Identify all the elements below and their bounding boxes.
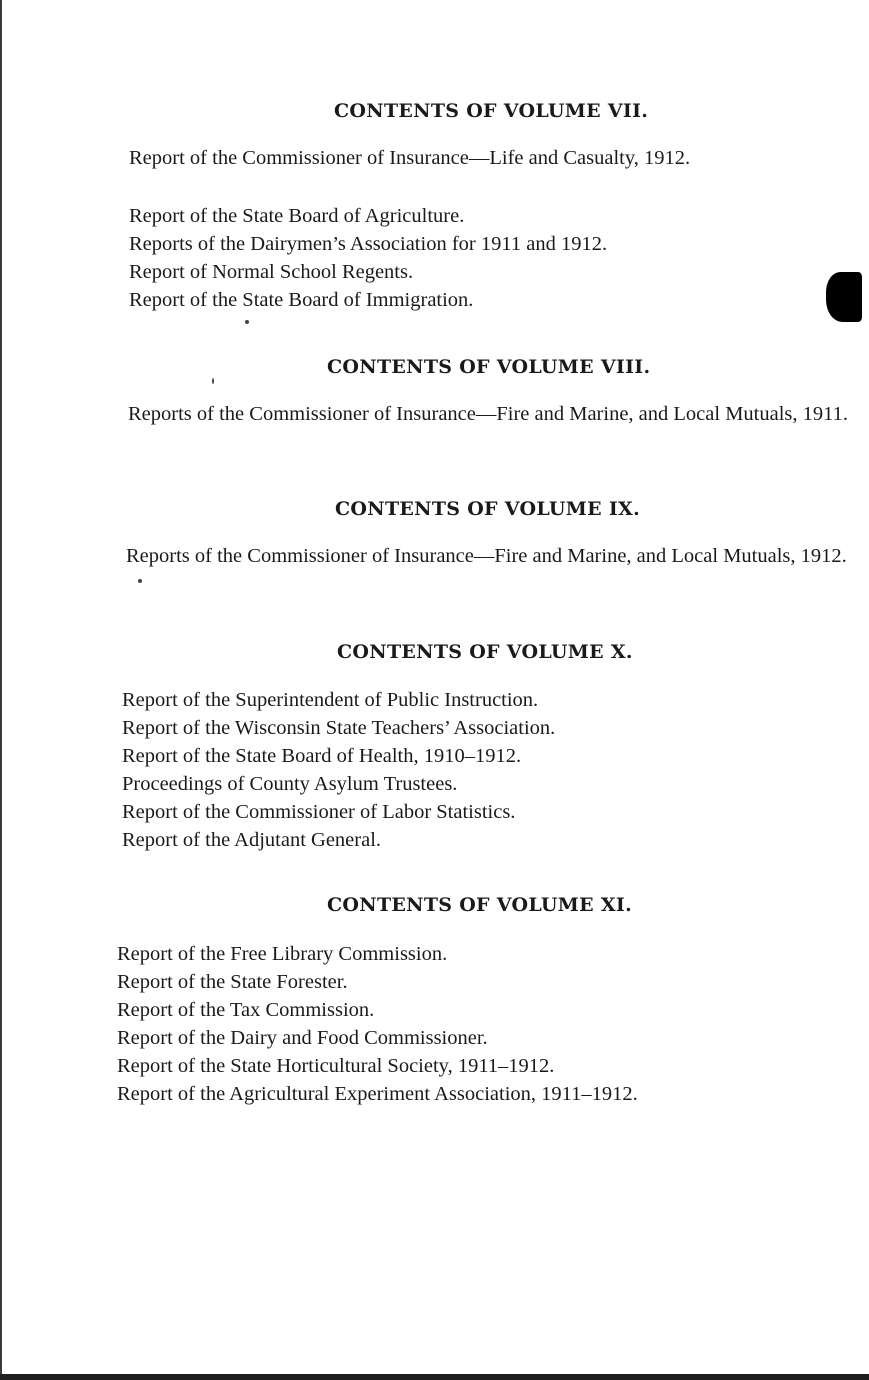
volume-x-entry: Report of the Commissioner of Labor Statistics. xyxy=(122,801,516,823)
volume-vii-entry: Reports of the Dairymen’s Association for 1911 and 1912. xyxy=(129,233,608,255)
volume-xi-entry: Report of the Free Library Commission. xyxy=(117,943,448,965)
volume-xi-entry: Report of the Dairy and Food Commissioner. xyxy=(117,1027,488,1049)
page-edge-left xyxy=(0,0,2,1380)
volume-xi-entry: Report of the State Horticultural Society, 1911–1912. xyxy=(117,1055,555,1077)
speck-mark xyxy=(138,579,142,583)
volume-x-entry: Report of the Superintendent of Public Instruction. xyxy=(122,689,539,711)
volume-vii-entry: Report of the State Board of Immigration. xyxy=(129,289,474,311)
volume-xi-heading: CONTENTS OF VOLUME XI. xyxy=(327,894,632,916)
page-edge-bottom xyxy=(0,1374,869,1380)
volume-x-entry: Report of the Wisconsin State Teachers’ Association. xyxy=(122,717,556,739)
volume-x-heading: CONTENTS OF VOLUME X. xyxy=(337,641,633,663)
volume-xi-entry: Report of the State Forester. xyxy=(117,971,348,993)
volume-viii-entry: Reports of the Commissioner of Insurance—Fire and Marine, and Local Mutuals, 1911. xyxy=(128,403,849,425)
volume-ix-heading: CONTENTS OF VOLUME IX. xyxy=(335,498,640,520)
volume-x-entry: Report of the Adjutant General. xyxy=(122,829,382,851)
volume-vii-entry: Report of the State Board of Agriculture. xyxy=(129,205,465,227)
volume-ix-entry: Reports of the Commissioner of Insurance—Fire and Marine, and Local Mutuals, 1912. xyxy=(126,545,847,567)
volume-xi-entry: Report of the Tax Commission. xyxy=(117,999,375,1021)
volume-x-entry: Report of the State Board of Health, 1910–1912. xyxy=(122,745,522,767)
volume-vii-heading: CONTENTS OF VOLUME VII. xyxy=(334,100,649,122)
volume-xi-entry: Report of the Agricultural Experiment Association, 1911–1912. xyxy=(117,1083,638,1105)
volume-vii-entry: Report of Normal School Regents. xyxy=(129,261,414,283)
speck-mark xyxy=(245,320,249,324)
volume-x-entry: Proceedings of County Asylum Trustees. xyxy=(122,773,458,795)
volume-viii-heading: CONTENTS OF VOLUME VIII. xyxy=(327,356,651,378)
volume-vii-entry: Report of the Commissioner of Insurance—Life and Casualty, 1912. xyxy=(129,147,691,169)
speck-mark xyxy=(212,378,214,384)
